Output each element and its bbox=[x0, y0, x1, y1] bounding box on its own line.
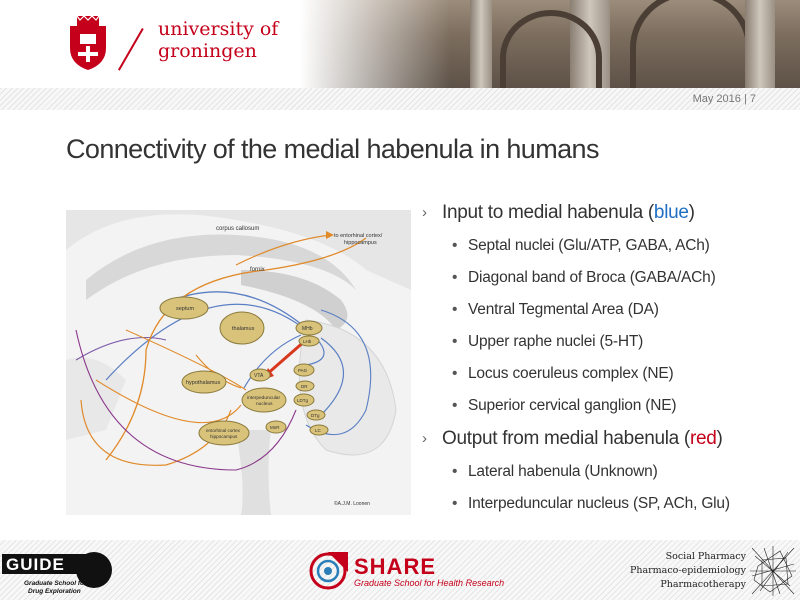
header-band bbox=[0, 88, 800, 110]
header-photo bbox=[300, 0, 800, 88]
network-web-icon bbox=[750, 546, 796, 596]
lhb-label: LHb bbox=[303, 339, 312, 344]
dtg-label: DTg bbox=[311, 413, 320, 418]
bullet-item: • Septal nuclei (Glu/ATP, GABA, ACh) bbox=[422, 230, 792, 262]
header bbox=[0, 0, 800, 88]
logo-divider bbox=[118, 28, 144, 71]
bullet-dot-icon: • bbox=[452, 269, 458, 286]
corpus-callosum-label: corpus callosum bbox=[216, 226, 260, 232]
entorhinal-label-2: hippocampus bbox=[210, 434, 238, 439]
bullet-dot-icon: • bbox=[452, 397, 458, 414]
bullet-dot-icon: • bbox=[452, 301, 458, 318]
bullet-heading: › Output from medial habenula (red) bbox=[422, 422, 792, 456]
bullet-item: • Interpeduncular nucleus (SP, ACh, Glu) bbox=[422, 488, 792, 520]
slide-title: Connectivity of the medial habenula in humans bbox=[66, 134, 599, 164]
habenula-connectivity-diagram bbox=[66, 210, 411, 515]
share-logo: SHARE Graduate School for Health Research bbox=[306, 550, 506, 592]
lc-label: LC bbox=[315, 428, 321, 433]
bullet-dot-icon: • bbox=[452, 463, 458, 480]
input-fiber bbox=[106, 304, 306, 380]
bullet-item: • Locus coeruleus complex (NE) bbox=[422, 358, 792, 390]
hypothalamus-label: hypothalamus bbox=[186, 380, 221, 386]
bullet-dot-icon: • bbox=[452, 365, 458, 382]
to-entorhinal-label: to entorhinal cortex/ bbox=[334, 233, 383, 239]
program-social-pharmacy: Social Pharmacy bbox=[665, 551, 746, 562]
program-pharmacotherapy: Pharmacotherapy bbox=[660, 579, 746, 590]
svg-text:Drug Exploration: Drug Exploration bbox=[28, 588, 81, 595]
chevron-right-icon: › bbox=[422, 204, 427, 221]
bullet-item: • Lateral habenula (Unknown) bbox=[422, 456, 792, 488]
university-crest-icon bbox=[66, 14, 110, 72]
bullet-item: • Diagonal band of Broca (GABA/ACh) bbox=[422, 262, 792, 294]
program-list bbox=[630, 550, 746, 592]
date-page-number: May 2016 | 7 bbox=[692, 93, 756, 105]
entorhinal-label: entorhinal cortex bbox=[206, 428, 240, 433]
svg-text:GUIDE: GUIDE bbox=[6, 555, 65, 574]
bullet-item: • Superior cervical ganglion (NE) bbox=[422, 390, 792, 422]
mhb-label: MHb bbox=[302, 326, 313, 332]
svg-text:Graduate School for: Graduate School for bbox=[24, 580, 87, 587]
ldtg-label: LDTg bbox=[297, 398, 309, 403]
ipn-label: interpeduncular bbox=[247, 396, 281, 401]
footer bbox=[0, 540, 800, 600]
program-pharmaco-epidemiology: Pharmaco-epidemiology bbox=[629, 565, 746, 576]
vta-label: VTA bbox=[254, 373, 264, 379]
highlight-word: blue bbox=[653, 202, 689, 223]
input-fiber bbox=[244, 335, 301, 388]
copyright-label: ©A.J.M. Loonen bbox=[334, 501, 370, 507]
thalamus-label: thalamus bbox=[232, 326, 255, 332]
highlight-word: red bbox=[689, 428, 717, 449]
bullet-item: • Upper raphe nuclei (5-HT) bbox=[422, 326, 792, 358]
bullet-heading: › Input to medial habenula (blue) bbox=[422, 196, 792, 230]
bullet-item: • Ventral Tegmental Area (DA) bbox=[422, 294, 792, 326]
septum-label: septum bbox=[176, 306, 195, 312]
bullet-list bbox=[422, 196, 792, 520]
ipn-label-2: nucleus bbox=[256, 402, 273, 407]
dr-label: DR bbox=[301, 384, 308, 389]
mnr-label: MnR bbox=[270, 425, 280, 430]
chevron-right-icon: › bbox=[422, 430, 427, 447]
guide-logo bbox=[2, 548, 112, 596]
fornix-label: fornix bbox=[250, 267, 265, 273]
bullet-dot-icon: • bbox=[452, 333, 458, 350]
share-emblem-icon bbox=[306, 550, 350, 592]
bullet-dot-icon: • bbox=[452, 237, 458, 254]
to-entorhinal-label-2: hippocampus bbox=[344, 240, 377, 246]
university-name: university of groningen bbox=[158, 18, 279, 62]
bullet-dot-icon: • bbox=[452, 495, 458, 512]
pag-label: PAG bbox=[298, 368, 308, 373]
entorhinal-node bbox=[199, 421, 249, 445]
